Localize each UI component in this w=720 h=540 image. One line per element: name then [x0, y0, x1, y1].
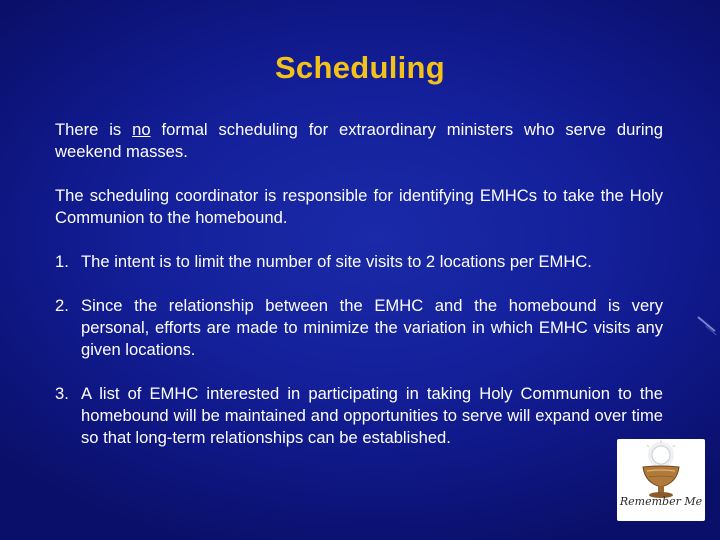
underlined-word: no [132, 120, 151, 139]
remember-me-logo [617, 439, 705, 521]
paragraph-no-formal-scheduling [55, 119, 663, 163]
chalice-host-icon [617, 439, 705, 521]
slide-body [55, 119, 663, 449]
list-item-number: 3. [55, 384, 69, 403]
logo-script-text: Remember Me [619, 495, 703, 508]
slide-title: Scheduling [274, 50, 446, 85]
list-item-text: A list of EMHC interested in participating in taking Holy Communion to the homebound will be maintained and opportunities to serve will expand over time so that long-term relationships can be established. [81, 384, 663, 447]
list-item-text: The intent is to limit the number of site visits to 2 locations per EMHC. [81, 252, 592, 271]
list-item [55, 251, 663, 273]
list-item-text: Since the relationship between the EMHC and the homebound is very personal, efforts are made to minimize the variation in which EMHC visits any given locations. [81, 296, 663, 359]
list-item-number: 1. [55, 252, 69, 271]
paragraph-coordinator: The scheduling coordinator is responsible for identifying EMHCs to take the Holy Communion to the homebound. [55, 186, 663, 227]
decorative-line [697, 316, 715, 332]
paragraph-1-after: formal scheduling for extraordinary ministers who serve during weekend masses. [55, 120, 663, 161]
list-item [55, 383, 663, 449]
paragraph-1-before: There is [55, 120, 133, 139]
list-item-number: 2. [55, 296, 69, 315]
list-item [55, 295, 663, 361]
